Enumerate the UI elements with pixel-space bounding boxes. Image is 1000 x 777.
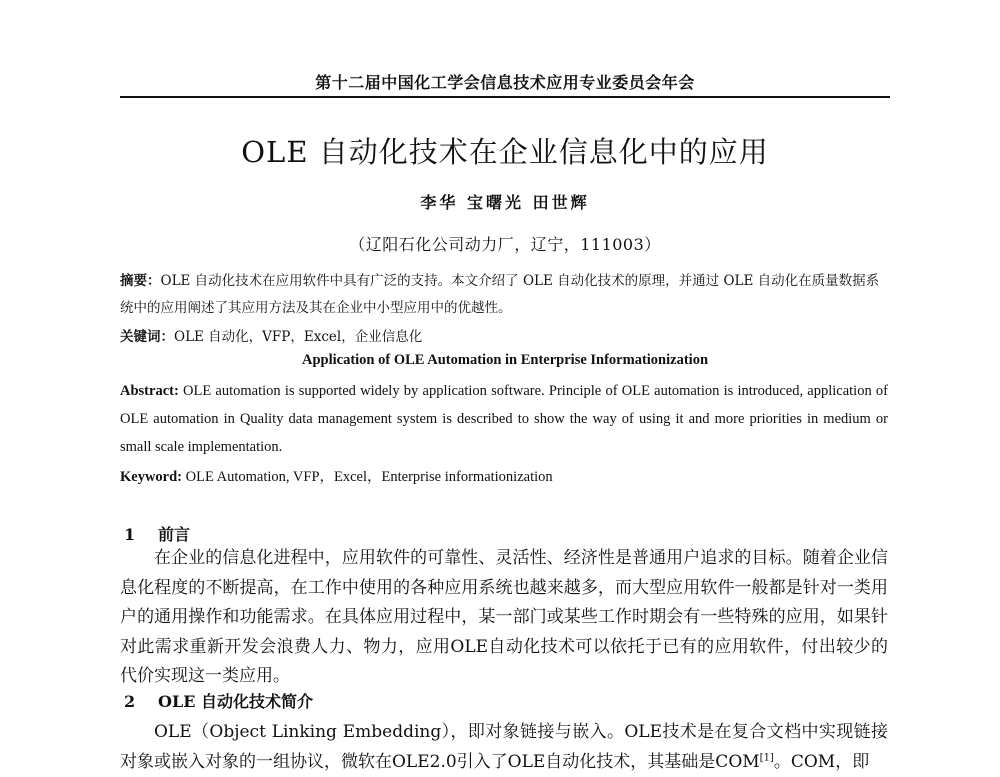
paper-title: OLE 自动化技术在企业信息化中的应用 bbox=[241, 135, 769, 169]
citation-ref: [1] bbox=[759, 751, 774, 763]
paper-authors: 李华 宝曙光 田世辉 bbox=[420, 193, 590, 212]
section-2-text-end: 。COM，即 bbox=[773, 751, 870, 772]
section-number: 2 bbox=[124, 692, 136, 711]
chinese-abstract-label: 摘要： bbox=[120, 273, 161, 289]
english-abstract-text: OLE automation is supported widely by application software. Principle of OLE automation is introduced, application of OLE automation in Quality data management system is described to show the way of using it and more priorities in medium or small scale implementation. bbox=[120, 383, 889, 455]
paper-affiliation: （辽阳石化公司动力厂，辽宁，111003） bbox=[349, 235, 661, 254]
english-abstract-label: Abstract: bbox=[120, 383, 179, 399]
chinese-keywords-text: OLE 自动化，VFP，Excel，企业信息化 bbox=[174, 329, 423, 345]
section-number: 1 bbox=[124, 525, 136, 544]
english-keywords bbox=[120, 463, 888, 491]
english-abstract bbox=[120, 377, 888, 461]
english-keywords-label: Keyword: bbox=[120, 469, 183, 485]
section-2-paragraph bbox=[120, 718, 888, 777]
chinese-keywords bbox=[120, 324, 888, 351]
english-keywords-text: OLE Automation, VFP，Excel，Enterprise informationization bbox=[185, 469, 553, 485]
section-heading-1 bbox=[124, 522, 190, 545]
section-title: OLE 自动化技术简介 bbox=[158, 692, 313, 711]
chinese-abstract bbox=[120, 268, 888, 322]
header-rule bbox=[120, 96, 890, 98]
chinese-abstract-text: OLE 自动化技术在应用软件中具有广泛的支持。本文介绍了 OLE 自动化技术的原理，并通过 OLE 自动化在质量数据系统中的应用阐述了其应用方法及其在企业中小型应用中的优越性。 bbox=[120, 273, 880, 316]
english-title: Application of OLE Automation in Enterprise Informationization bbox=[301, 352, 709, 368]
section-1-paragraph: 在企业的信息化进程中，应用软件的可靠性、灵活性、经济性是普通用户追求的目标。随着企业信息化程度的不断提高，在工作中使用的各种应用系统也越来越多，而大型应用软件一般都是针对一类用户的通用操作和功能需求。在具体应用过程中，某一部门或某些工作时期会有一些特殊的应用，如果针对此需求重新开发会浪费人力、物力，应用OLE自动化技术可以依托于已有的应用软件，付出较少的代价实现这一类应用。 bbox=[120, 548, 888, 686]
section-title: 前言 bbox=[158, 525, 191, 544]
chinese-keywords-label: 关键词： bbox=[120, 329, 174, 345]
section-2-text-start: OLE（Object Linking Embedding），即对象链接与嵌入。OLE技术是在复合文档中实现链接对象或嵌入对象的一组协议，微软在OLE2.0引入了OLE自动化技术，其基础是COM bbox=[120, 722, 888, 772]
conference-header: 第十二届中国化工学会信息技术应用专业委员会年会 bbox=[315, 73, 695, 92]
section-heading-2 bbox=[124, 689, 313, 712]
